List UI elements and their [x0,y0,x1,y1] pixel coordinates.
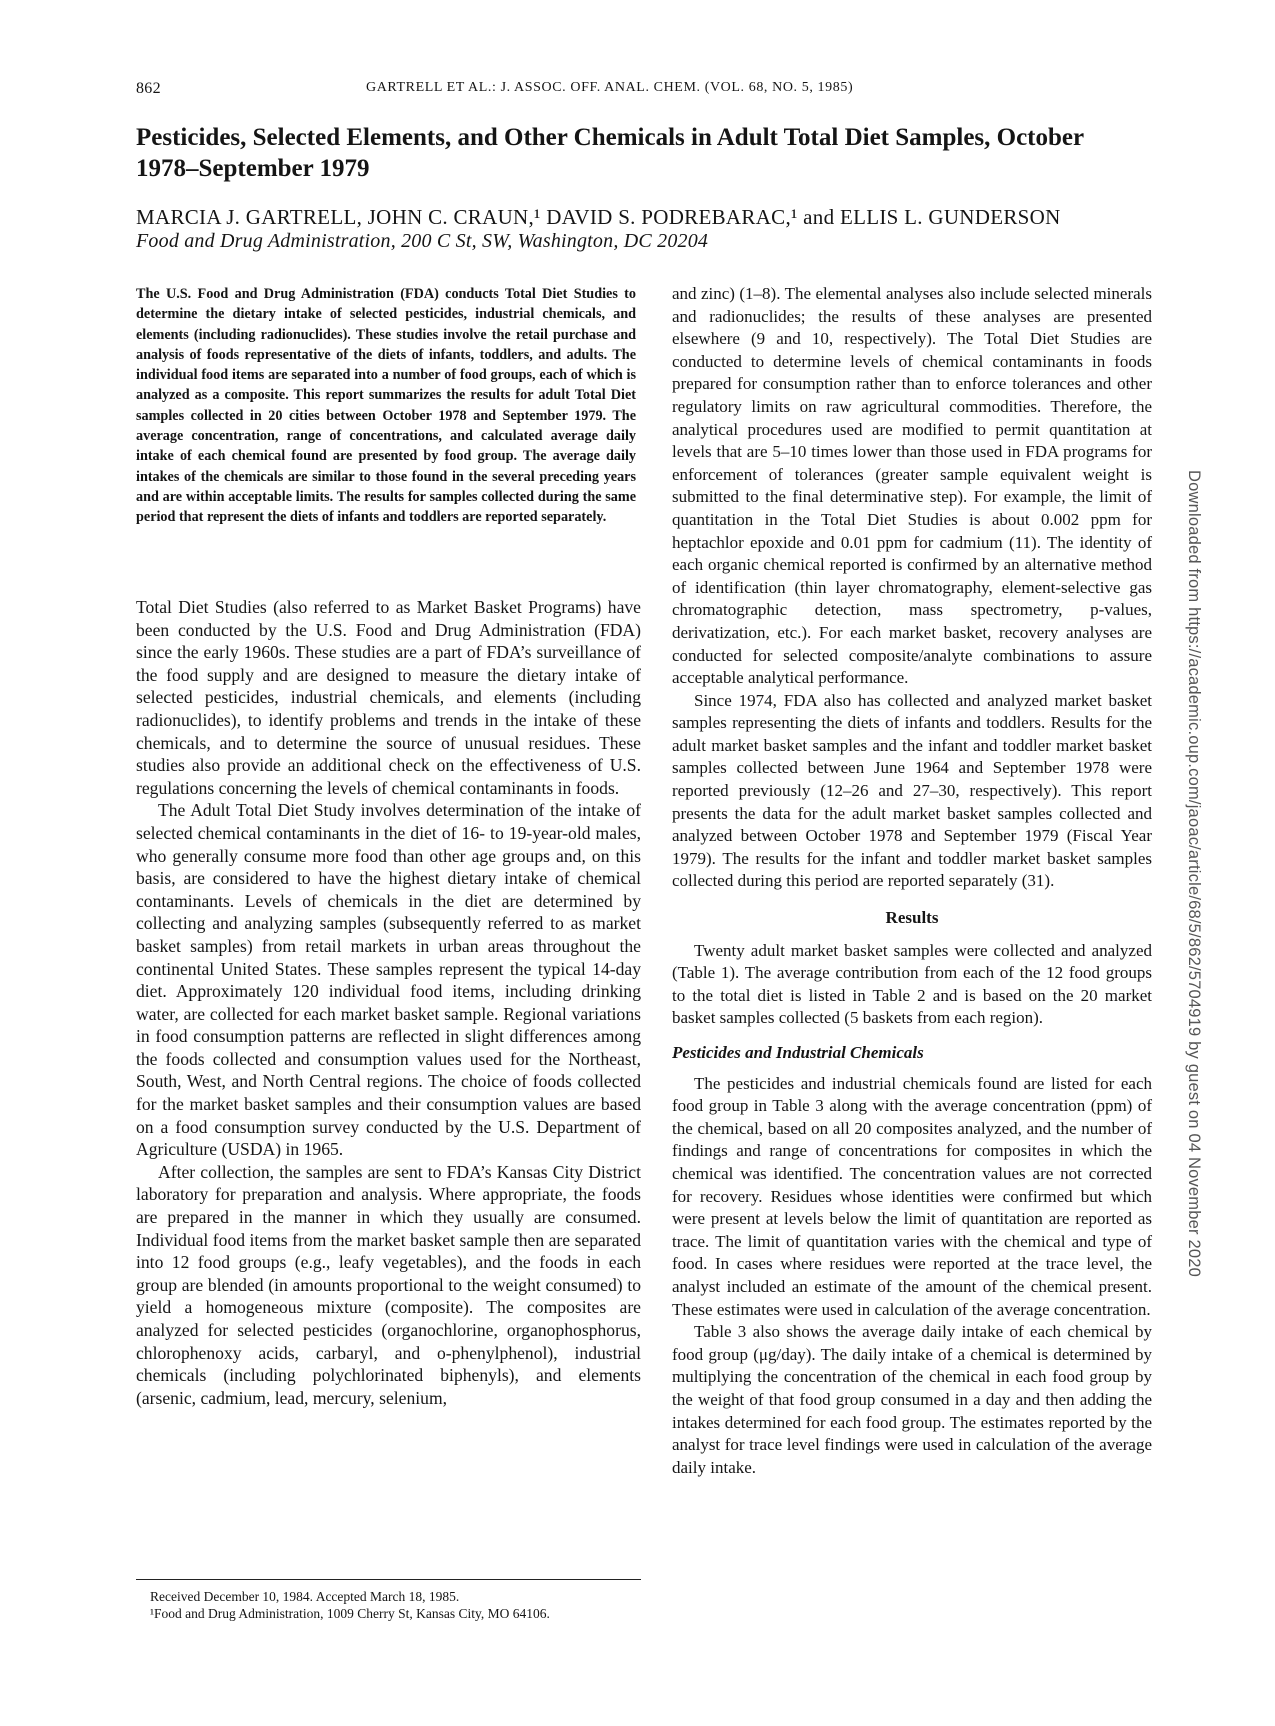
body-paragraph: Since 1974, FDA also has collected and analyzed market basket samples representing the diets of infants and toddlers. Results for the adult market basket samples and the infant and toddler market basket samples collected between June 1964 and September 1978 were reported previously (12–26 and 27–30, respectively). This report presents the data for the adult market basket samples collected and analyzed between October 1978 and September 1979 (Fiscal Year 1979). The results for the infant and toddler market basket samples collected during this period are reported separately (31). [672,690,1152,891]
body-paragraph: and zinc) (1–8). The elemental analyses also include selected minerals and radionuclides; the results of these analyses are presented elsewhere (9 and 10, respectively). The Total Diet Studies are conducted to determine levels of chemical contaminants in foods prepared for consumption rather than to enforce tolerances and other regulatory limits on raw agricultural commodities. Therefore, the analytical procedures used are modified to permit quantitation at levels that are 5–10 times lower than those used in FDA programs for enforcement of tolerances (greater sample equivalent weight is submitted to the final determinative step). For example, the limit of quantitation in the Total Diet Studies is about 0.002 ppm for heptachlor epoxide and 0.01 ppm for cadmium (11). The identity of each organic chemical reported is confirmed by an alternative method of identification (thin layer chromatography, element-selective gas chromatographic detection, mass spectrometry, p-values, derivatization, etc.). For each market basket, recovery analyses are conducted for selected composite/analyte combinations to assure acceptable analytical performance. [672,284,1152,688]
download-watermark: Downloaded from https://academic.oup.com/jaoac/article/68/5/862/5704919 by guest on 04 November 2020 [1185,470,1203,1277]
page-number: 862 [136,80,161,97]
left-column [136,596,641,1409]
footnote-1: ¹Food and Drug Administration, 1009 Cherry St, Kansas City, MO 64106. [150,1606,550,1621]
body-paragraph: Table 3 also shows the average daily intake of each chemical by food group (μg/day). The daily intake of a chemical is determined by multiplying the concentration of the chemical in each food group by the weight of that food group consumed in a day and then adding the intakes determined for each food group. The estimates reported by the analyst for trace level findings were used in calculation of the average daily intake. [672,1322,1152,1477]
section-heading-results: Results [885,908,939,928]
body-paragraph: The Adult Total Diet Study involves determination of the intake of selected chemical contaminants in the diet of 16- to 19-year-old males, who generally consume more food than other age groups and, on this basis, are considered to have the highest dietary intake of chemical contaminants. Levels of chemicals in the diet are determined by collecting and analyzing samples (subsequently referred to as market basket samples) from retail markets in urban areas throughout the continental United States. These samples represent the typical 14-day diet. Approximately 120 individual food items, including drinking water, are collected for each market basket sample. Regional variations in food consumption patterns are reflected in slight differences among the foods collected and consumption values used for the Northeast, South, West, and North Central regions. The choice of foods collected for the market basket samples and their consumption values are based on a food consumption survey conducted by the U.S. Department of Agriculture (USDA) in 1965. [136,800,641,1160]
journal-citation: GARTRELL ET AL.: J. ASSOC. OFF. ANAL. CHEM. (VOL. 68, NO. 5, 1985) [366,80,854,95]
body-paragraph: After collection, the samples are sent to FDA’s Kansas City District laboratory for preparation and analysis. Where appropriate, the foods are prepared in the manner in which they usually are consumed. Individual food items from the market basket sample then are separated into 12 food groups (e.g., leafy vegetables), and the foods in each group are blended (in amounts proportional to the weight consumed) to yield a homogeneous mixture (composite). The composites are analyzed for selected pesticides (organochlorine, organophosphorus, chlorophenoxy acids, carbaryl, and o-phenylphenol), industrial chemicals (including polychlorinated biphenyls), and elements (arsenic, cadmium, lead, mercury, selenium, [136,1161,641,1408]
abstract: The U.S. Food and Drug Administration (FDA) conducts Total Diet Studies to determine the dietary intake of selected pesticides, industrial chemicals, and elements (including radionuclides). These studies involve the retail purchase and analysis of foods representative of the diets of infants, toddlers, and adults. The individual food items are separated into a number of food groups, each of which is analyzed as a composite. This report summarizes the results for adult Total Diet samples collected in 20 cities between October 1978 and September 1979. The average concentration, range of concentrations, and calculated average daily intake of each chemical found are presented by food group. The average daily intakes of the chemicals are similar to those found in the several preceding years and are within acceptable limits. The results for samples collected during the same period that represent the diets of infants and toddlers are reported separately. [136,286,636,526]
subsection-heading: Pesticides and Industrial Chemicals [672,1043,924,1062]
body-paragraph: Twenty adult market basket samples were collected and analyzed (Table 1). The average contribution from each of the 12 food groups to the total diet is listed in Table 2 and is based on the 20 market basket samples collected (5 baskets from each region). [672,940,1152,1028]
right-column [672,283,1152,1479]
body-paragraph: The pesticides and industrial chemicals found are listed for each food group in Table 3 along with the average concentration (ppm) of the chemical, based on all 20 composites analyzed, and the number of findings and range of concentrations for composites in which the chemical was identified. The concentration values are not corrected for recovery. Residues whose identities were confirmed but which were present at levels below the limit of quantitation are reported as trace. The limit of quantitation varies with the chemical and type of food. In cases where residues were reported at the trace level, the analyst included an estimate of the amount of the chemical present. These estimates were used in calculation of the average concentration. [672,1073,1152,1319]
footnote-divider [136,1579,641,1580]
footnotes [150,1588,640,1622]
author-list: MARCIA J. GARTRELL, JOHN C. CRAUN,¹ DAVID S. PODREBARAC,¹ and ELLIS L. GUNDERSON [136,205,1061,229]
article-title: Pesticides, Selected Elements, and Other Chemicals in Adult Total Diet Samples, October 1978–September 1979 [136,124,1084,182]
received-note: Received December 10, 1984. Accepted March 18, 1985. [150,1589,460,1604]
body-paragraph: Total Diet Studies (also referred to as Market Basket Programs) have been conducted by the U.S. Food and Drug Administration (FDA) since the early 1960s. These studies are a part of FDA’s surveillance of the food supply and are designed to measure the dietary intake of selected pesticides, industrial chemicals, and elements (including radionuclides), to identify problems and trends in the intake of these chemicals, and to determine the source of unusual residues. These studies also provide an additional check on the effectiveness of U.S. regulations concerning the levels of chemical contaminants in foods. [136,597,641,798]
running-head [136,80,1126,102]
author-affiliation: Food and Drug Administration, 200 C St, SW, Washington, DC 20204 [136,230,709,252]
